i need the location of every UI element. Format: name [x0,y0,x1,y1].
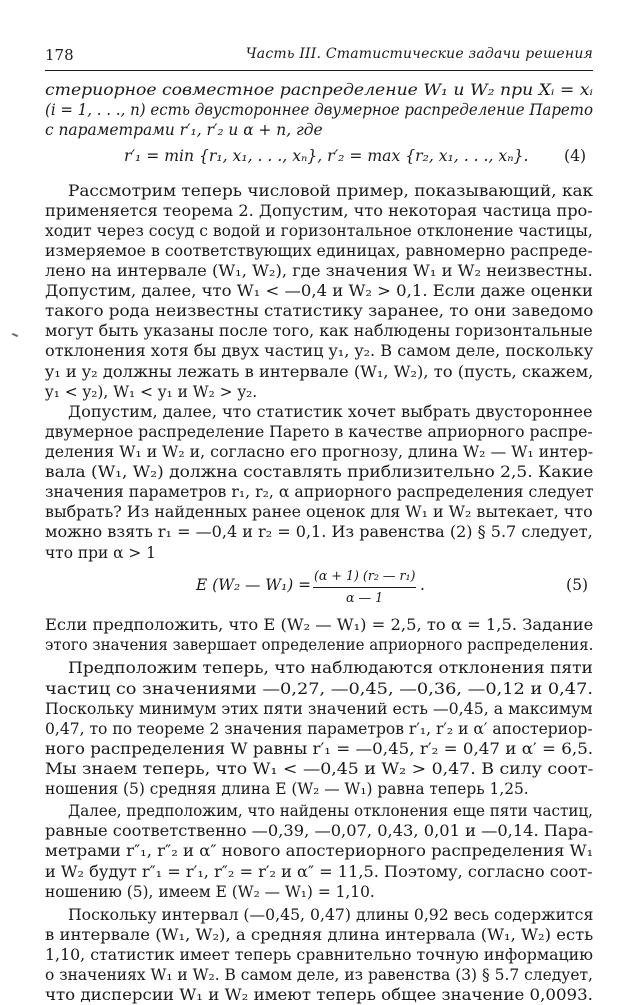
paragraph-line: этого значения завершает определение априорного распределения. [45,636,594,655]
paragraph-line: лено на интервале (W₁, W₂), где значения W₁ и W₂ неизвестны. [45,262,593,280]
equation-5-denominator: α — 1 [346,590,384,606]
paragraph-line: о значениях W₁ и W₂. В самом деле, из равенства (3) § 5.7 следует, [45,965,593,984]
header-rule [45,70,593,71]
paragraph-line: ношения (5) средняя длина E (W₂ — W₁) равна теперь 1,25. [45,780,529,799]
running-title: Часть III. Статистические задачи решения [245,46,593,62]
equation-5-period: . [420,576,425,595]
paragraph-line: ношению (5), имеем E (W₂ — W₁) = 1,10. [45,882,375,901]
paragraph-line: и W₂ будут r″₁ = r′₁, r″₂ = r′₂ и α″ = 11,5. Поэтому, согласно соот- [45,862,593,881]
paragraph-line: измеряемое в соответствующих единицах, равномерно распреде- [45,241,593,260]
text-line: стериорное совместное распределение W₁ и W₂ при Xᵢ = xᵢ [45,81,593,99]
paragraph-line: можно взять r₁ = —0,4 и r₂ = 0,1. Из равенства (2) § 5.7 следует, [45,523,593,542]
paragraph-line: Допустим, далее, что статистик хочет выбрать двустороннее [68,402,593,421]
paragraph-line: Поскольку интервал (—0,45, 0,47) длины 0,92 весь содержится [68,905,594,924]
equation-5-lhs: E (W₂ — W₁) = [196,576,312,595]
page-number: 178 [45,46,74,64]
paragraph-line: 0,47, то по теореме 2 значения параметров r′₁, r′₂ и α′ апостериор- [45,719,593,738]
paragraph-line: равные соответственно —0,39, —0,07, 0,43, 0,01 и —0,14. Пара- [45,822,594,841]
text-line: с параметрами r′₁, r′₂ и α + n, где [45,121,323,140]
page-header [45,44,593,68]
equation-4-number: (4) [564,147,587,165]
paragraph-line: Предположим теперь, что наблюдаются отклонения пяти [68,659,593,678]
equation-4: r′₁ = min {r₁, x₁, . . ., xₙ}, r′₂ = max {r₂, x₁, . . ., xₙ}. [124,147,529,165]
paragraph-line: Поскольку минимум этих пяти значений есть —0,45, а максимум [45,699,593,718]
paragraph-line: y₁ < y₂), W₁ < y₁ и W₂ > y₂. [45,382,258,401]
paragraph-line: могут быть указаны после того, как наблюдены горизонтальные [45,322,593,341]
equation-5-numerator: (α + 1) (r₂ — r₁) [314,568,416,584]
margin-mark [12,333,18,337]
paragraph-line: двумерное распределение Парето в качестве априорного распре- [45,422,593,441]
paragraph-line: значения параметров r₁, r₂, α априорного распределения следует [45,483,594,502]
fraction-bar [313,587,416,588]
paragraph-line: метрами r″₁, r″₂ и α″ нового апостериорного распределения W₁ [45,842,594,861]
paragraph-line: в интервале (W₁, W₂), а средняя длина интервала (W₁, W₂) есть [45,925,594,944]
paragraph-line: что при α > 1 [45,543,156,562]
equation-5 [196,568,436,612]
equation-5-number: (5) [566,576,589,595]
paragraph-line: ходит через сосуд с водой и горизонтальное отклонение частицы, [45,221,593,240]
paragraph-line: выбрать? Из найденных ранее оценок для W₁ и W₂ вытекает, что [45,503,593,522]
paragraph-line: Если предположить, что E (W₂ — W₁) = 2,5, то α = 1,5. Задание [45,616,594,635]
paragraph-line: Далее, предположим, что найдены отклонения еще пяти частиц, [68,802,593,821]
paragraph-line: вала (W₁, W₂) должна составлять приблизительно 2,5. Какие [45,463,594,482]
paragraph-line: Допустим, далее, что W₁ < —0,4 и W₂ > 0,1. Если даже оценки [45,282,594,301]
paragraph-line: y₁ и y₂ должны лежать в интервале (W₁, W₂), то (пусть, скажем, [45,362,594,381]
paragraph-line: Мы знаем теперь, что W₁ < —0,45 и W₂ > 0,47. В силу соот- [45,760,594,778]
text-line: (i = 1, . . ., n) есть двустороннее двумерное распределение Парето [45,101,594,120]
paragraph-line: ного распределения W равны r′₁ = —0,45, r′₂ = 0,47 и α′ = 6,5. [45,739,594,758]
paragraph-line: Рассмотрим теперь числовой пример, показывающий, как [68,181,594,200]
paragraph-line: деления W₁ и W₂ и, согласно его прогнозу, длина W₂ — W₁ интер- [45,443,594,461]
paragraph-line: отклонения хотя бы двух частиц y₁, y₂. В самом деле, поскольку [45,342,594,361]
paragraph-line: частиц со значениями —0,27, —0,45, —0,36, —0,12 и 0,47. [45,679,593,698]
paragraph-line: 1,10, статистик имеет теперь сравнительно точную информацию [45,945,593,964]
paragraph-line: что дисперсии W₁ и W₂ имеют теперь общее значение 0,0093. [45,986,593,1004]
paragraph-line: такого рода неизвестны статистику заранее, то они заведомо [45,302,594,321]
paragraph-line: применяется теорема 2. Допустим, что некоторая частица про- [45,201,593,220]
